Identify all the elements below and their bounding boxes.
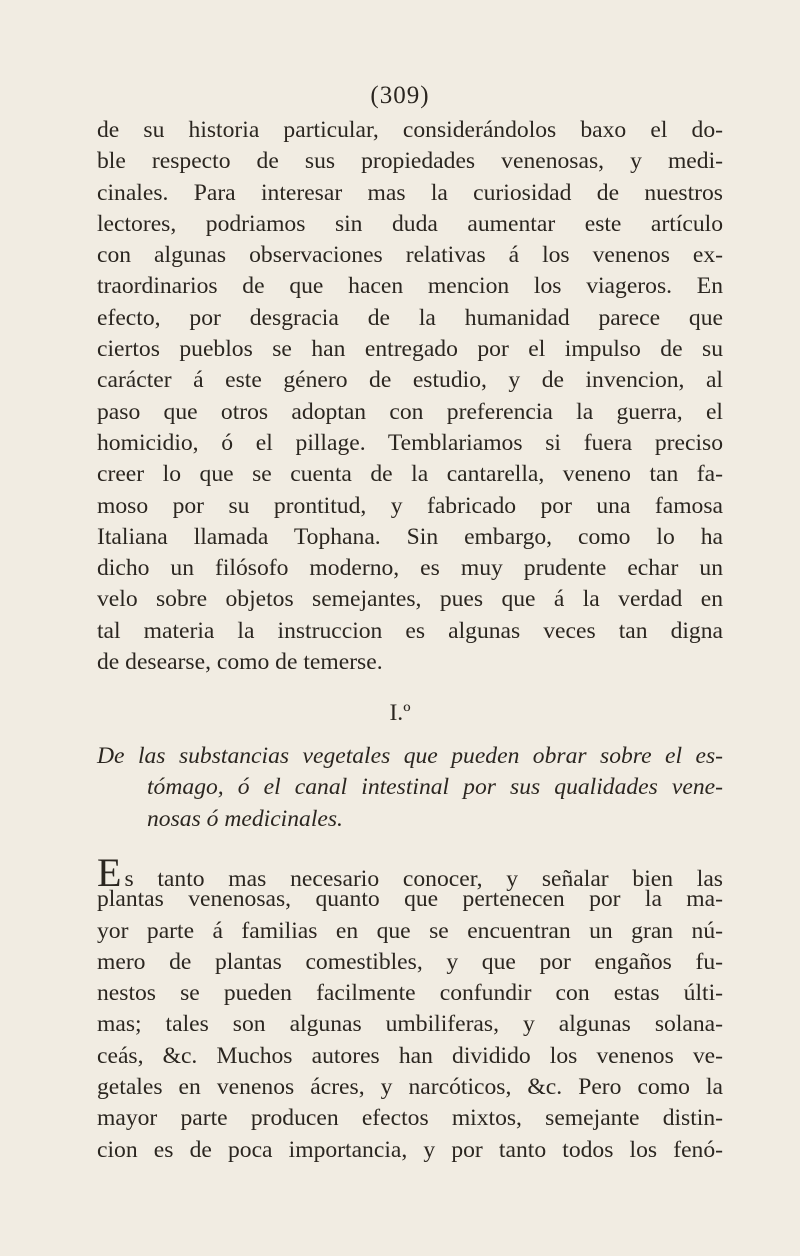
text-line: moso por su prontitud, y fabricado por una famosa <box>97 492 723 519</box>
section-title-line: tómago, ó el canal intestinal por sus qualidades vene- <box>147 774 723 801</box>
text-line: homicidio, ó el pillage. Temblariamos si fuera preciso <box>97 429 723 456</box>
paragraph-1 <box>97 115 723 678</box>
text-line: nestos se pueden facilmente confundir con estas últi- <box>97 980 723 1007</box>
text-line: tal materia la instruccion es algunas veces tan digna <box>97 617 723 644</box>
text-line: traordinarios de que hacen mencion los viageros. En <box>97 273 723 300</box>
text-line: mayor parte producen efectos mixtos, semejante distin- <box>97 1105 723 1132</box>
text-line: ble respecto de sus propiedades venenosas, y medi- <box>97 148 723 175</box>
text-line: cinales. Para interesar mas la curiosidad de nuestros <box>97 179 723 206</box>
text-line: paso que otros adoptan con preferencia la guerra, el <box>97 398 723 425</box>
drop-cap: E <box>97 850 125 895</box>
text-line: creer lo que se cuenta de la cantarella, veneno tan fa- <box>97 461 723 488</box>
text-line: plantas venenosas, quanto que pertenecen por la ma- <box>97 886 723 913</box>
text-line: efecto, por desgracia de la humanidad parece que <box>97 304 723 331</box>
text-line: carácter á este género de estudio, y de invencion, al <box>97 367 723 394</box>
section-number: I.º <box>389 700 411 726</box>
page-number: (309) <box>370 82 430 109</box>
text-line: con algunas observaciones relativas á los venenos ex- <box>97 242 723 269</box>
section-title-line: nosas ó medicinales. <box>147 805 343 832</box>
text-line: ceás, &c. Muchos autores han dividido los venenos ve- <box>97 1042 723 1069</box>
text-line: getales en venenos ácres, y narcóticos, &c. Pero como la <box>97 1074 723 1101</box>
text-line: ciertos pueblos se han entregado por el impulso de su <box>97 336 723 363</box>
text-line: cion es de poca importancia, y por tanto todos los fenó- <box>97 1136 723 1163</box>
text-line: mero de plantas comestibles, y que por engaños fu- <box>97 948 723 975</box>
text-line: yor parte á familias en que se encuentran un gran nú- <box>97 917 723 944</box>
text-line: velo sobre objetos semejantes, pues que á la verdad en <box>97 586 723 613</box>
text-line: de desearse, como de temerse. <box>97 649 383 676</box>
text-line: dicho un filósofo moderno, es muy prudente echar un <box>97 555 723 582</box>
text-line: Italiana llamada Tophana. Sin embargo, como lo ha <box>97 523 723 550</box>
paragraph-2 <box>97 850 723 1166</box>
text-line: de su historia particular, considerándolos baxo el do- <box>97 117 723 143</box>
section-title <box>97 741 723 835</box>
text-line: mas; tales son algunas umbiliferas, y algunas solana- <box>97 1011 723 1038</box>
first-line-text: s tanto mas necesario conocer, y señalar bien las <box>124 866 723 892</box>
section-title-line: De las substancias vegetales que pueden obrar sobre el es- <box>97 743 723 769</box>
text-line-first <box>97 850 723 895</box>
text-line: lectores, podriamos sin duda aumentar este artículo <box>97 210 723 237</box>
